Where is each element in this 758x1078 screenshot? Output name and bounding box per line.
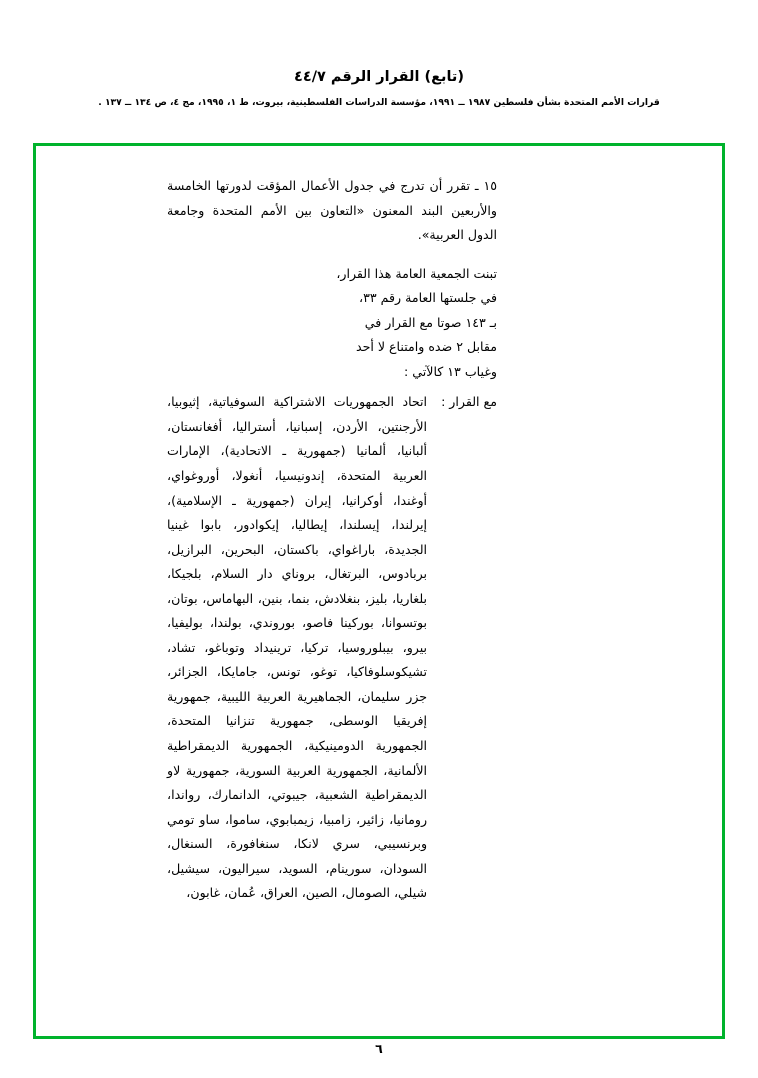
page-header [0, 0, 758, 109]
countries-label: مع القرار : [441, 394, 497, 410]
page-source-citation: قرارات الأمم المتحدة بشأن فلسطين ١٩٨٧ ــ ١٩٩١، مؤسسة الدراسات الفلسطينية، بيروت، ط ١، ١٩٩٥، مج ٤، ص ١٣٤ ــ ١٣٧ . [98, 96, 660, 108]
vote-summary-block [167, 262, 497, 385]
countries-list: اتحاد الجمهوريات الاشتراكية السوفياتية، إثيوبيا، الأرجنتين، الأردن، إسبانيا، أستراليا، أفغانستان، ألبانيا، ألمانيا (جمهورية ـ الاتحادية)، الإمارات العربية المتحدة، إندونيسيا، أنغولا، أوروغواي، أوغندا، أوكرانيا، إيران (جمهورية ـ الإسلامية)، إيرلندا، إيسلندا، إيطاليا، إيكوادور، بابوا غينيا الجديدة، باراغواي، باكستان، البحرين، البرازيل، بربادوس، البرتغال، بروناي دار السلام، بلجيكا، بلغاريا، بليز، بنغلادش، بنما، بنين، البهاماس، بوتان، بوتسوانا، بوركينا فاصو، بوروندي، بولندا، بوليفيا، بيرو، بيبلوروسيا، تركيا، ترينيداد وتوباغو، تشاد، تشيكوسلوفاكيا، توغو، تونس، جامايكا، الجزائر، جزر سليمان، الجماهيرية العربية الليبية، جمهورية إفريقيا الوسطى، جمهورية تنزانيا المتحدة، الجمهورية الدومينيكية، الجمهورية الديمقراطية الألمانية، الجمهورية العربية السورية، جمهورية لاو الديمقراطية الشعبية، جيبوتي، الدانمارك، رواندا، رومانيا، زائير، زامبيا، زيمبابوي، ساموا، ساو تومي وبرنسيبي، سري لانكا، سنغافورة، السنغال، السودان، سورينام، السويد، سيراليون، سيشيل، شيلي، الصومال، الصين، العراق، عُمان، غابون، [167, 394, 428, 901]
vote-line: وغياب ١٣ كالآتي : [404, 363, 497, 379]
vote-line: مقابل ٢ ضده وامتناع لا أحد [355, 339, 497, 355]
vote-line: بـ ١٤٣ صوتا مع القرار في [364, 314, 497, 330]
vote-line: في جلستها العامة رقم ٣٣، [358, 290, 497, 306]
vote-line: تبنت الجمعية العامة هذا القرار، [336, 265, 497, 281]
clause-15-paragraph: ١٥ ـ تقرر أن تدرج في جدول الأعمال المؤقت لدورتها الخامسة والأربعين البند المعنون «التعاون بين الأمم المتحدة وجامعة الدول العربية». [167, 178, 497, 243]
countries-in-favour-block [167, 390, 497, 905]
page-number: ٦ [375, 1041, 383, 1056]
document-content [36, 174, 722, 906]
page-title: (تابع) القرار الرقم ٤٤/٧ [294, 69, 464, 85]
green-border-frame [33, 143, 725, 1039]
